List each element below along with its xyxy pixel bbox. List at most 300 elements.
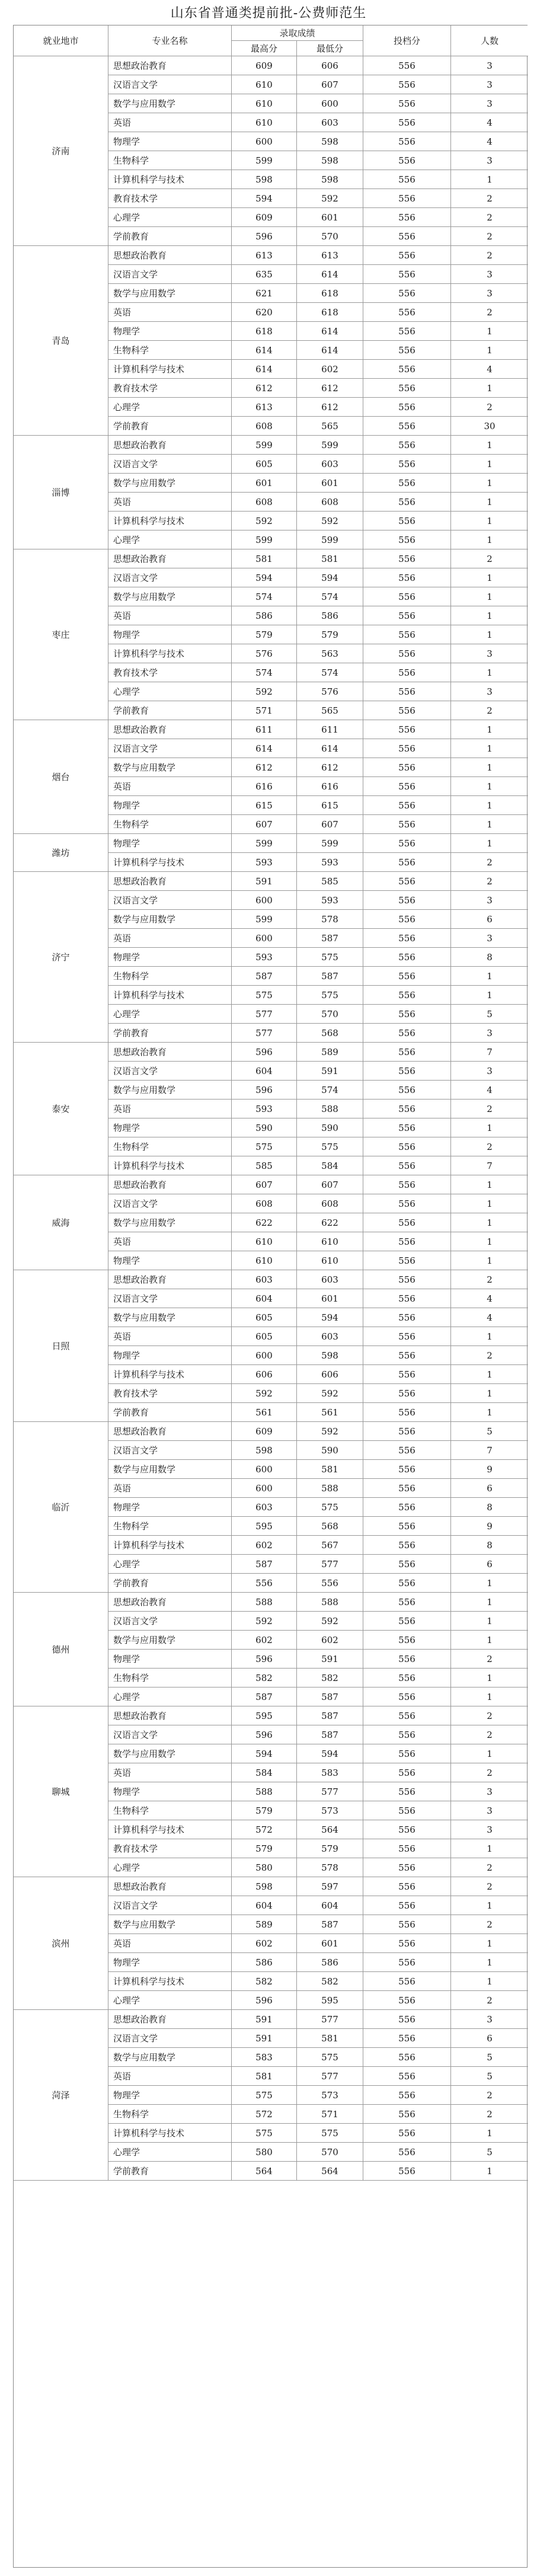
count-cell: 1 (451, 1574, 528, 1593)
min-score-cell: 598 (297, 132, 363, 151)
count-cell: 1 (451, 2124, 528, 2143)
line-score-cell: 556 (363, 720, 451, 739)
min-score-cell: 601 (297, 1934, 363, 1953)
min-score-cell: 578 (297, 1858, 363, 1877)
line-score-cell: 556 (363, 1612, 451, 1631)
max-score-cell: 596 (232, 1650, 297, 1669)
min-score-cell: 610 (297, 1232, 363, 1251)
major-cell: 心理学 (108, 1991, 232, 2010)
min-score-cell: 603 (297, 113, 363, 132)
count-cell: 2 (451, 1915, 528, 1934)
max-score-cell: 598 (232, 170, 297, 189)
major-cell: 学前教育 (108, 701, 232, 720)
count-cell: 1 (451, 512, 528, 530)
max-score-cell: 595 (232, 1517, 297, 1536)
max-score-cell: 586 (232, 606, 297, 625)
count-cell: 4 (451, 360, 528, 379)
line-score-cell: 556 (363, 322, 451, 341)
min-score-cell: 582 (297, 1972, 363, 1991)
max-score-cell: 610 (232, 75, 297, 94)
max-score-cell: 609 (232, 1422, 297, 1441)
line-score-cell: 556 (363, 1327, 451, 1346)
line-score-cell: 556 (363, 1650, 451, 1669)
major-cell: 英语 (108, 1479, 232, 1498)
min-score-cell: 588 (297, 1100, 363, 1118)
major-cell: 生物科学 (108, 341, 232, 360)
major-cell: 汉语言文学 (108, 265, 232, 284)
count-cell: 1 (451, 796, 528, 815)
major-cell: 英语 (108, 113, 232, 132)
major-cell: 物理学 (108, 796, 232, 815)
min-score-cell: 601 (297, 474, 363, 493)
max-score-cell: 600 (232, 1479, 297, 1498)
line-score-cell: 556 (363, 2029, 451, 2048)
line-score-cell: 556 (363, 1498, 451, 1517)
min-score-cell: 575 (297, 1137, 363, 1156)
line-score-cell: 556 (363, 1024, 451, 1043)
min-score-cell: 581 (297, 2029, 363, 2048)
line-score-cell: 556 (363, 1232, 451, 1251)
major-cell: 英语 (108, 1934, 232, 1953)
count-cell: 1 (451, 1327, 528, 1346)
max-score-cell: 574 (232, 663, 297, 682)
count-cell: 5 (451, 2048, 528, 2067)
min-score-cell: 592 (297, 1384, 363, 1403)
major-cell: 心理学 (108, 530, 232, 549)
major-cell: 心理学 (108, 1858, 232, 1877)
max-score-cell: 610 (232, 94, 297, 113)
min-score-cell: 587 (297, 1725, 363, 1744)
count-cell: 1 (451, 1232, 528, 1251)
max-score-cell: 603 (232, 1498, 297, 1517)
max-score-cell: 596 (232, 1043, 297, 1062)
major-cell: 物理学 (108, 322, 232, 341)
line-score-cell: 556 (363, 701, 451, 720)
line-score-cell: 556 (363, 113, 451, 132)
count-cell: 2 (451, 872, 528, 891)
line-score-cell: 556 (363, 815, 451, 834)
count-cell: 2 (451, 1991, 528, 2010)
line-score-cell: 556 (363, 644, 451, 663)
count-cell: 3 (451, 151, 528, 170)
count-cell: 1 (451, 379, 528, 398)
line-score-cell: 556 (363, 1081, 451, 1100)
min-score-cell: 588 (297, 1479, 363, 1498)
min-score-cell: 570 (297, 227, 363, 246)
min-score-cell: 564 (297, 2162, 363, 2181)
line-score-cell: 556 (363, 910, 451, 929)
line-score-cell: 556 (363, 834, 451, 853)
line-score-cell: 556 (363, 2143, 451, 2162)
count-cell: 1 (451, 663, 528, 682)
city-cell: 济南 (14, 56, 108, 246)
min-score-cell: 592 (297, 1612, 363, 1631)
max-score-cell: 582 (232, 1972, 297, 1991)
min-score-cell: 582 (297, 1669, 363, 1687)
min-score-cell: 599 (297, 436, 363, 455)
major-cell: 计算机科学与技术 (108, 853, 232, 872)
major-cell: 学前教育 (108, 2162, 232, 2181)
major-cell: 汉语言文学 (108, 739, 232, 758)
max-score-cell: 609 (232, 208, 297, 227)
count-cell: 2 (451, 398, 528, 417)
count-cell: 1 (451, 1213, 528, 1232)
count-cell: 2 (451, 246, 528, 265)
line-score-cell: 556 (363, 682, 451, 701)
line-score-cell: 556 (363, 75, 451, 94)
line-score-cell: 556 (363, 1574, 451, 1593)
count-cell: 3 (451, 56, 528, 75)
line-score-cell: 556 (363, 739, 451, 758)
min-score-cell: 577 (297, 1555, 363, 1574)
line-score-cell: 556 (363, 2124, 451, 2143)
city-cell: 聊城 (14, 1706, 108, 1877)
line-score-cell: 556 (363, 2162, 451, 2181)
max-score-cell: 604 (232, 1896, 297, 1915)
min-score-cell: 589 (297, 1043, 363, 1062)
count-cell: 1 (451, 2162, 528, 2181)
count-cell: 6 (451, 1479, 528, 1498)
max-score-cell: 571 (232, 701, 297, 720)
count-cell: 2 (451, 853, 528, 872)
count-cell: 3 (451, 265, 528, 284)
count-cell: 6 (451, 910, 528, 929)
line-score-cell: 556 (363, 1156, 451, 1175)
max-score-cell: 572 (232, 1820, 297, 1839)
city-cell: 济宁 (14, 872, 108, 1043)
line-score-cell: 556 (363, 1555, 451, 1574)
city-cell: 烟台 (14, 720, 108, 834)
max-score-cell: 582 (232, 1669, 297, 1687)
count-cell: 2 (451, 1877, 528, 1896)
header-count: 人数 (451, 25, 528, 56)
line-score-cell: 556 (363, 1270, 451, 1289)
count-cell: 3 (451, 1820, 528, 1839)
major-cell: 思想政治教育 (108, 1593, 232, 1612)
line-score-cell: 556 (363, 436, 451, 455)
major-cell: 计算机科学与技术 (108, 1156, 232, 1175)
count-cell: 6 (451, 2029, 528, 2048)
min-score-cell: 575 (297, 986, 363, 1005)
major-cell: 心理学 (108, 2143, 232, 2162)
min-score-cell: 574 (297, 663, 363, 682)
line-score-cell: 556 (363, 1422, 451, 1441)
min-score-cell: 575 (297, 2124, 363, 2143)
max-score-cell: 599 (232, 834, 297, 853)
min-score-cell: 587 (297, 1687, 363, 1706)
line-score-cell: 556 (363, 1782, 451, 1801)
major-cell: 教育技术学 (108, 189, 232, 208)
major-cell: 英语 (108, 493, 232, 512)
max-score-cell: 579 (232, 625, 297, 644)
count-cell: 1 (451, 1631, 528, 1650)
count-cell: 1 (451, 815, 528, 834)
line-score-cell: 556 (363, 625, 451, 644)
max-score-cell: 591 (232, 2029, 297, 2048)
line-score-cell: 556 (363, 568, 451, 587)
count-cell: 4 (451, 1081, 528, 1100)
min-score-cell: 579 (297, 625, 363, 644)
major-cell: 思想政治教育 (108, 1175, 232, 1194)
major-cell: 汉语言文学 (108, 1612, 232, 1631)
major-cell: 教育技术学 (108, 663, 232, 682)
min-score-cell: 592 (297, 189, 363, 208)
max-score-cell: 593 (232, 948, 297, 967)
max-score-cell: 604 (232, 1062, 297, 1081)
max-score-cell: 598 (232, 1441, 297, 1460)
min-score-cell: 581 (297, 1460, 363, 1479)
count-cell: 7 (451, 1441, 528, 1460)
city-cell: 青岛 (14, 246, 108, 436)
line-score-cell: 556 (363, 379, 451, 398)
major-cell: 心理学 (108, 682, 232, 701)
min-score-cell: 603 (297, 1327, 363, 1346)
city-cell: 菏泽 (14, 2010, 108, 2181)
city-cell: 潍坊 (14, 834, 108, 872)
line-score-cell: 556 (363, 1384, 451, 1403)
max-score-cell: 585 (232, 1156, 297, 1175)
min-score-cell: 584 (297, 1156, 363, 1175)
major-cell: 数学与应用数学 (108, 2048, 232, 2067)
min-score-cell: 607 (297, 815, 363, 834)
major-cell: 英语 (108, 606, 232, 625)
line-score-cell: 556 (363, 265, 451, 284)
max-score-cell: 596 (232, 1991, 297, 2010)
max-score-cell: 556 (232, 1574, 297, 1593)
line-score-cell: 556 (363, 1213, 451, 1232)
major-cell: 计算机科学与技术 (108, 170, 232, 189)
count-cell: 9 (451, 1517, 528, 1536)
line-score-cell: 556 (363, 1934, 451, 1953)
major-cell: 英语 (108, 929, 232, 948)
max-score-cell: 614 (232, 360, 297, 379)
min-score-cell: 607 (297, 1175, 363, 1194)
major-cell: 计算机科学与技术 (108, 1365, 232, 1384)
major-cell: 生物科学 (108, 1669, 232, 1687)
min-score-cell: 565 (297, 417, 363, 436)
count-cell: 7 (451, 1043, 528, 1062)
min-score-cell: 611 (297, 720, 363, 739)
major-cell: 英语 (108, 777, 232, 796)
line-score-cell: 556 (363, 1801, 451, 1820)
city-cell: 泰安 (14, 1043, 108, 1175)
line-score-cell: 556 (363, 2067, 451, 2086)
min-score-cell: 574 (297, 587, 363, 606)
major-cell: 思想政治教育 (108, 436, 232, 455)
min-score-cell: 594 (297, 1744, 363, 1763)
major-cell: 汉语言文学 (108, 75, 232, 94)
line-score-cell: 556 (363, 1062, 451, 1081)
max-score-cell: 581 (232, 549, 297, 568)
count-cell: 1 (451, 1175, 528, 1194)
major-cell: 计算机科学与技术 (108, 1972, 232, 1991)
count-cell: 3 (451, 644, 528, 663)
max-score-cell: 609 (232, 56, 297, 75)
major-cell: 教育技术学 (108, 379, 232, 398)
min-score-cell: 570 (297, 2143, 363, 2162)
count-cell: 2 (451, 227, 528, 246)
min-score-cell: 606 (297, 56, 363, 75)
count-cell: 1 (451, 606, 528, 625)
major-cell: 数学与应用数学 (108, 1631, 232, 1650)
line-score-cell: 556 (363, 132, 451, 151)
count-cell: 3 (451, 75, 528, 94)
min-score-cell: 592 (297, 1422, 363, 1441)
max-score-cell: 595 (232, 1706, 297, 1725)
max-score-cell: 589 (232, 1915, 297, 1934)
min-score-cell: 587 (297, 967, 363, 986)
major-cell: 计算机科学与技术 (108, 1820, 232, 1839)
major-cell: 汉语言文学 (108, 455, 232, 474)
header-min: 最低分 (297, 41, 363, 56)
count-cell: 3 (451, 1782, 528, 1801)
line-score-cell: 556 (363, 1858, 451, 1877)
max-score-cell: 596 (232, 227, 297, 246)
min-score-cell: 565 (297, 701, 363, 720)
count-cell: 1 (451, 170, 528, 189)
line-score-cell: 556 (363, 151, 451, 170)
min-score-cell: 608 (297, 493, 363, 512)
line-score-cell: 556 (363, 1118, 451, 1137)
max-score-cell: 600 (232, 891, 297, 910)
count-cell: 4 (451, 1308, 528, 1327)
max-score-cell: 615 (232, 796, 297, 815)
major-cell: 英语 (108, 1100, 232, 1118)
major-cell: 生物科学 (108, 967, 232, 986)
count-cell: 30 (451, 417, 528, 436)
count-cell: 1 (451, 1934, 528, 1953)
count-cell: 2 (451, 1346, 528, 1365)
major-cell: 思想政治教育 (108, 720, 232, 739)
max-score-cell: 575 (232, 2124, 297, 2143)
max-score-cell: 616 (232, 777, 297, 796)
min-score-cell: 590 (297, 1441, 363, 1460)
major-cell: 教育技术学 (108, 1384, 232, 1403)
count-cell: 1 (451, 1612, 528, 1631)
min-score-cell: 604 (297, 1896, 363, 1915)
major-cell: 汉语言文学 (108, 1896, 232, 1915)
count-cell: 2 (451, 701, 528, 720)
line-score-cell: 556 (363, 1839, 451, 1858)
line-score-cell: 556 (363, 1517, 451, 1536)
count-cell: 1 (451, 1118, 528, 1137)
max-score-cell: 599 (232, 530, 297, 549)
min-score-cell: 587 (297, 929, 363, 948)
line-score-cell: 556 (363, 530, 451, 549)
major-cell: 物理学 (108, 1251, 232, 1270)
count-cell: 8 (451, 948, 528, 967)
header-max: 最高分 (232, 41, 297, 56)
line-score-cell: 556 (363, 1687, 451, 1706)
min-score-cell: 598 (297, 151, 363, 170)
max-score-cell: 596 (232, 1725, 297, 1744)
min-score-cell: 622 (297, 1213, 363, 1232)
count-cell: 1 (451, 777, 528, 796)
max-score-cell: 588 (232, 1782, 297, 1801)
major-cell: 物理学 (108, 625, 232, 644)
min-score-cell: 602 (297, 360, 363, 379)
major-cell: 物理学 (108, 2086, 232, 2105)
count-cell: 1 (451, 967, 528, 986)
min-score-cell: 597 (297, 1877, 363, 1896)
line-score-cell: 556 (363, 967, 451, 986)
min-score-cell: 577 (297, 2067, 363, 2086)
major-cell: 心理学 (108, 1005, 232, 1024)
count-cell: 1 (451, 1194, 528, 1213)
max-score-cell: 588 (232, 1593, 297, 1612)
count-cell: 1 (451, 834, 528, 853)
line-score-cell: 556 (363, 1005, 451, 1024)
header-line: 投档分 (363, 25, 451, 56)
max-score-cell: 604 (232, 1289, 297, 1308)
count-cell: 7 (451, 1156, 528, 1175)
count-cell: 2 (451, 1270, 528, 1289)
line-score-cell: 556 (363, 94, 451, 113)
max-score-cell: 590 (232, 1118, 297, 1137)
max-score-cell: 599 (232, 436, 297, 455)
major-cell: 思想政治教育 (108, 1043, 232, 1062)
count-cell: 2 (451, 1706, 528, 1725)
line-score-cell: 556 (363, 929, 451, 948)
max-score-cell: 594 (232, 568, 297, 587)
min-score-cell: 577 (297, 1782, 363, 1801)
count-cell: 1 (451, 758, 528, 777)
major-cell: 心理学 (108, 1687, 232, 1706)
min-score-cell: 573 (297, 1801, 363, 1820)
max-score-cell: 574 (232, 587, 297, 606)
count-cell: 4 (451, 132, 528, 151)
line-score-cell: 556 (363, 663, 451, 682)
min-score-cell: 591 (297, 1062, 363, 1081)
max-score-cell: 580 (232, 2143, 297, 2162)
line-score-cell: 556 (363, 1289, 451, 1308)
max-score-cell: 612 (232, 758, 297, 777)
major-cell: 思想政治教育 (108, 1706, 232, 1725)
min-score-cell: 587 (297, 1706, 363, 1725)
major-cell: 生物科学 (108, 1137, 232, 1156)
max-score-cell: 600 (232, 1346, 297, 1365)
max-score-cell: 602 (232, 1934, 297, 1953)
max-score-cell: 579 (232, 1839, 297, 1858)
count-cell: 2 (451, 549, 528, 568)
max-score-cell: 584 (232, 1763, 297, 1782)
major-cell: 物理学 (108, 1650, 232, 1669)
line-score-cell: 556 (363, 1043, 451, 1062)
count-cell: 8 (451, 1536, 528, 1555)
count-cell: 1 (451, 1953, 528, 1972)
line-score-cell: 556 (363, 1346, 451, 1365)
line-score-cell: 556 (363, 360, 451, 379)
min-score-cell: 618 (297, 303, 363, 322)
min-score-cell: 581 (297, 549, 363, 568)
count-cell: 1 (451, 1687, 528, 1706)
max-score-cell: 605 (232, 455, 297, 474)
major-cell: 物理学 (108, 1782, 232, 1801)
min-score-cell: 614 (297, 739, 363, 758)
line-score-cell: 556 (363, 1175, 451, 1194)
max-score-cell: 602 (232, 1536, 297, 1555)
min-score-cell: 570 (297, 1005, 363, 1024)
line-score-cell: 556 (363, 56, 451, 75)
major-cell: 数学与应用数学 (108, 1744, 232, 1763)
count-cell: 6 (451, 1555, 528, 1574)
line-score-cell: 556 (363, 1365, 451, 1384)
count-cell: 5 (451, 1422, 528, 1441)
min-score-cell: 592 (297, 512, 363, 530)
major-cell: 生物科学 (108, 815, 232, 834)
max-score-cell: 614 (232, 739, 297, 758)
count-cell: 1 (451, 1896, 528, 1915)
